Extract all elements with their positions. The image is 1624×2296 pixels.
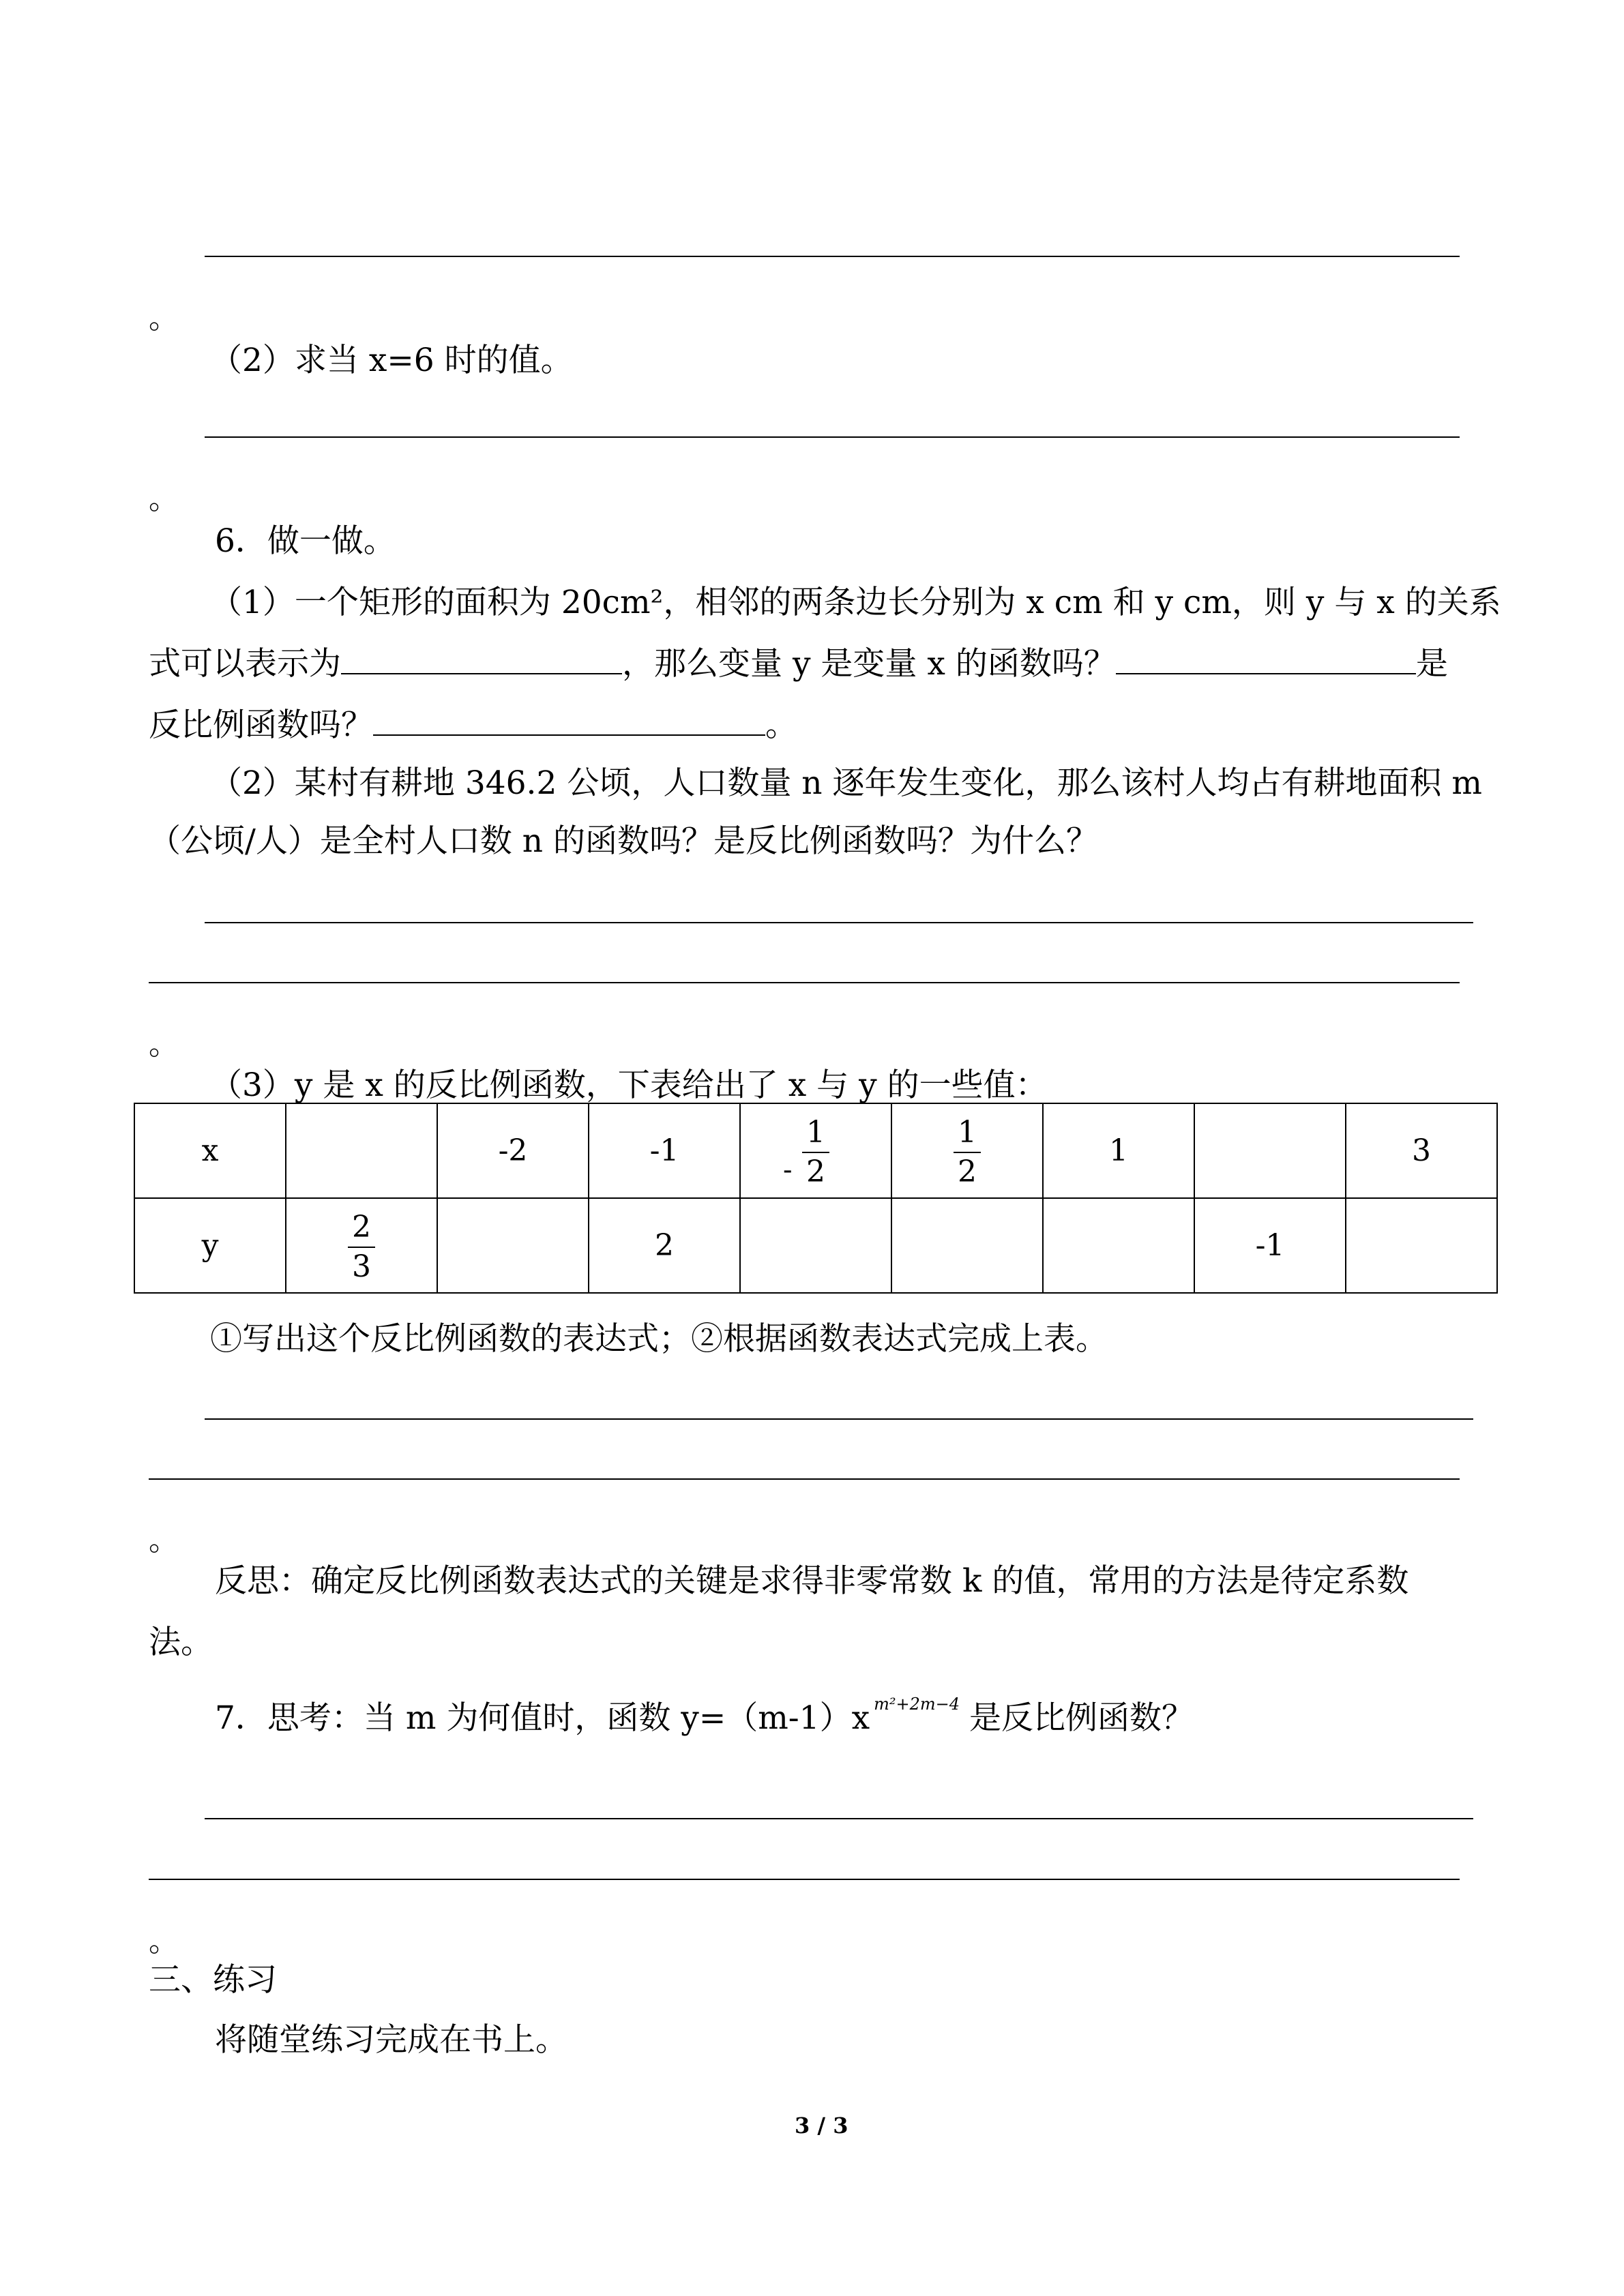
q6-part1-line3-a: 反比例函数吗？ xyxy=(149,706,373,744)
x-value-cell: 1 xyxy=(1043,1103,1194,1198)
end-mark: 。 xyxy=(149,1027,179,1062)
q7-exponent: m²+2m−4 xyxy=(874,1695,960,1714)
x-value-cell xyxy=(891,1103,1043,1198)
numerator: 2 xyxy=(352,1209,371,1244)
values-table xyxy=(134,1103,1498,1294)
y-label-cell: y xyxy=(134,1198,286,1293)
denominator: 3 xyxy=(352,1249,371,1284)
numerator: 1 xyxy=(958,1114,977,1150)
q6-part1-line2-a: 式可以表示为 xyxy=(149,645,341,683)
q6-part2-line1: （2）某村有耕地 346.2 公顷，人口数量 n 逐年发生变化，那么该村人均占有耕地面积 m xyxy=(210,764,1482,802)
answer-line xyxy=(205,1418,1473,1420)
q7-question xyxy=(215,1695,1194,1737)
end-mark: 。 xyxy=(149,481,179,516)
q6-part1-line3-b: 。 xyxy=(765,706,797,744)
q6-heading: 6．做一做。 xyxy=(215,522,396,560)
y-value-cell xyxy=(437,1198,589,1293)
x-value-cell xyxy=(1194,1103,1346,1198)
reflection-line2: 法。 xyxy=(149,1624,213,1661)
y-value-cell xyxy=(740,1198,891,1293)
answer-line xyxy=(149,1478,1460,1480)
end-mark: 。 xyxy=(149,1523,179,1557)
minus-sign: - xyxy=(783,1154,793,1186)
answer-line xyxy=(149,1879,1460,1880)
fraction xyxy=(802,1114,829,1189)
answer-line xyxy=(205,436,1460,438)
x-label-cell: x xyxy=(134,1103,286,1198)
answer-line xyxy=(205,256,1460,257)
end-mark: 。 xyxy=(149,301,179,336)
q6-part1-line1: （1）一个矩形的面积为 20cm²，相邻的两条边长分别为 x cm 和 y cm，则 y 与 x 的关系 xyxy=(210,584,1501,621)
y-value-cell xyxy=(1043,1198,1194,1293)
denominator: 2 xyxy=(806,1154,825,1189)
blank-relation xyxy=(341,644,622,674)
y-value-cell: 2 xyxy=(589,1198,740,1293)
answer-line xyxy=(149,982,1460,983)
x-value-cell xyxy=(740,1103,891,1198)
section3-body: 将随堂练习完成在书上。 xyxy=(215,2021,567,2059)
answer-line xyxy=(205,922,1473,923)
page-number: 3 / 3 xyxy=(795,2113,848,2138)
fraction-two-thirds xyxy=(348,1209,375,1284)
blank-is-inverse xyxy=(373,706,765,736)
x-value-cell: 3 xyxy=(1346,1103,1497,1198)
blank-is-function xyxy=(1116,644,1416,674)
y-value-cell xyxy=(286,1198,437,1293)
table-row-x xyxy=(134,1103,1497,1198)
fraction-half xyxy=(954,1114,981,1189)
q7-text-b: 是反比例函数？ xyxy=(969,1699,1194,1737)
y-value-cell xyxy=(1346,1198,1497,1293)
q6-part1-line2-c: 是 xyxy=(1415,645,1448,683)
denominator: 2 xyxy=(958,1154,977,1189)
q6-part3-intro: （3）y 是 x 的反比例函数，下表给出了 x 与 y 的一些值： xyxy=(210,1067,1048,1104)
numerator: 1 xyxy=(806,1114,825,1150)
x-value-cell xyxy=(286,1103,437,1198)
q7-text-a: 7．思考：当 m 为何值时，函数 y=（m-1）x xyxy=(215,1699,870,1737)
reflection-line1: 反思：确定反比例函数表达式的关键是求得非零常数 k 的值，常用的方法是待定系数 xyxy=(215,1562,1409,1600)
q6-part2-line2: （公顷/人）是全村人口数 n 的函数吗？是反比例函数吗？为什么？ xyxy=(149,822,1098,860)
fraction-neg-half xyxy=(783,1114,829,1189)
end-mark: 。 xyxy=(149,1924,179,1958)
q6-part1-line2 xyxy=(149,644,1448,683)
q6-part1-line3 xyxy=(149,706,797,744)
section3-heading: 三、练习 xyxy=(149,1961,277,1999)
x-value-cell: -1 xyxy=(589,1103,740,1198)
answer-line xyxy=(205,1818,1473,1819)
x-value-cell: -2 xyxy=(437,1103,589,1198)
y-value-cell: -1 xyxy=(1194,1198,1346,1293)
q5-part2: （2）求当 x=6 时的值。 xyxy=(210,342,573,379)
q6-part1-line2-b: ，那么变量 y 是变量 x 的函数吗？ xyxy=(622,645,1116,683)
table-row-y xyxy=(134,1198,1497,1293)
q6-part3-task: ①写出这个反比例函数的表达式；②根据函数表达式完成上表。 xyxy=(210,1320,1108,1358)
y-value-cell xyxy=(891,1198,1043,1293)
